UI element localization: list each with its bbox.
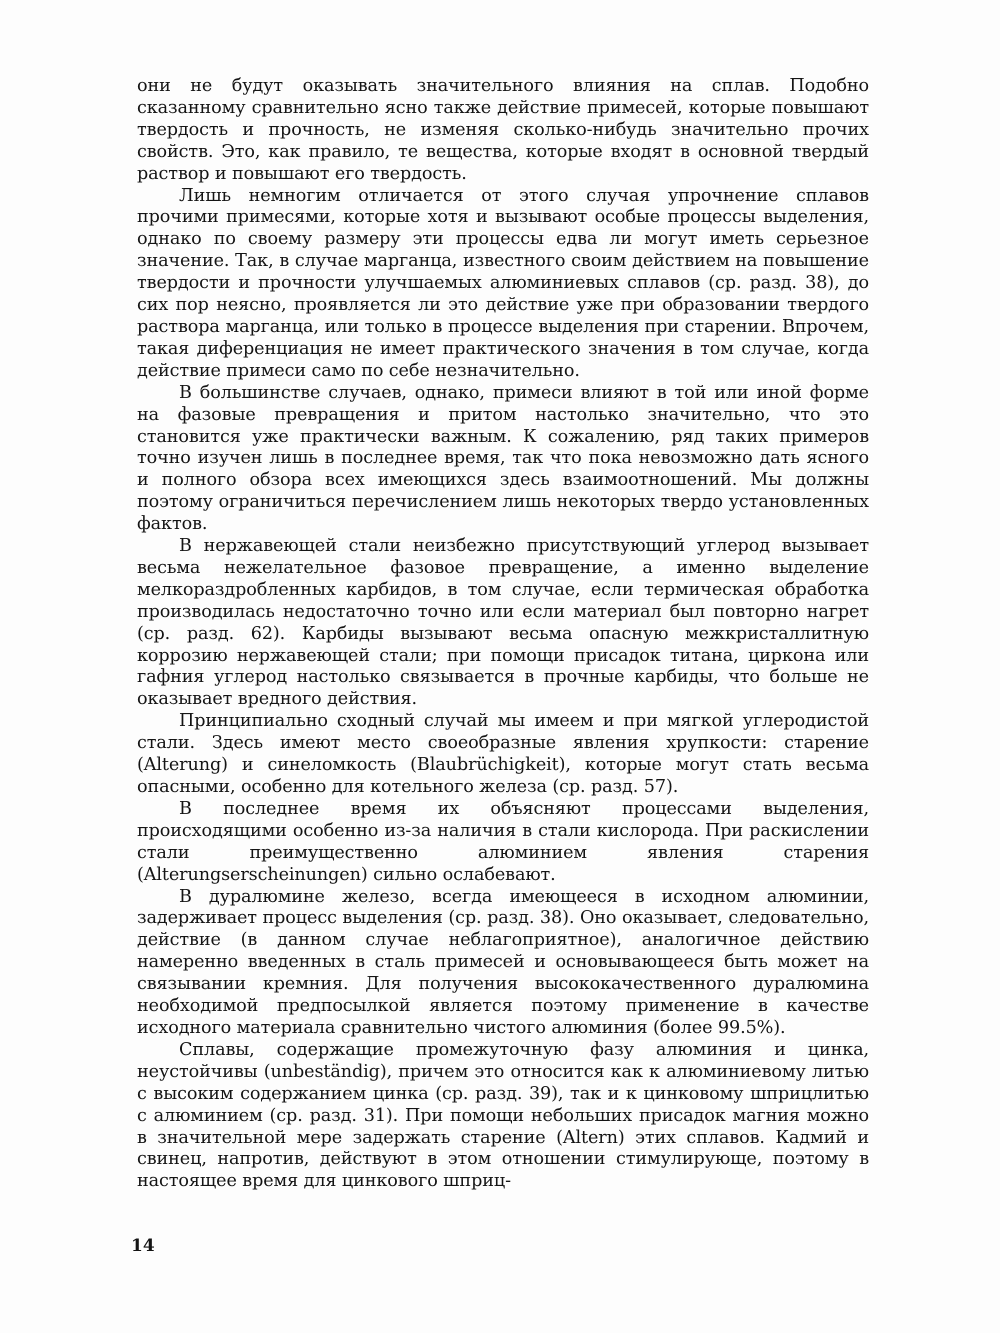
page-number: 14 [131,1236,155,1256]
paragraph: они не будут оказывать значительного влияния на сплав. Подобно сказанному сравнительно ясно также действие примесей, которые повышают твердость и прочность, не изменяя сколько-нибудь значительно прочих свойств. Это, как правило, те вещества, которые входят в основной твердый раствор и повышают его твердость. [137,76,869,184]
paragraph: В дуралюмине железо, всегда имеющееся в исходном алюминии, задерживает процесс выделения (ср. разд. 38). Оно оказывает, следовательно, действие (в данном случае неблагоприятное), аналогичное действию намеренно введенных в сталь примесей и основывающееся быть может на связывании кремния. Для получения высококачественного дуралюмина необходимой предпосылкой является поэтому применение в качестве исходного материала сравнительно чистого алюминия (более 99.5%). [137,886,869,1038]
paragraph: Сплавы, содержащие промежуточную фазу алюминия и цинка, неустойчивы (unbeständig), причем это относится как к алюминиевому литью с высоким содержанием цинка (ср. разд. 39), так и к цинковому шприцлитью с алюминием (ср. разд. 31). При помощи небольших присадок магния можно в значительной мере задержать старение (Altern) этих сплавов. Кадмий и свинец, напротив, действуют в этом отношении стимулирующе, поэтому в настоящее время для цинкового шприц- [137,1039,869,1192]
paragraph: В последнее время их объясняют процессами выделения, происходящими особенно из-за наличия в стали кислорода. При раскислении стали преимущественно алюминием явления старения (Alterungserscheinungen) сильно ослабевают. [137,798,869,885]
body-text [137,76,869,1193]
paragraph: В большинстве случаев, однако, примеси влияют в той или иной форме на фазовые превращения и притом настолько значительно, что это становится уже практически важным. К сожалению, ряд таких примеров точно изучен лишь в последнее время, так что пока невозможно дать ясного и полного обзора всех имеющихся здесь взаимоотношений. Мы должны поэтому ограничиться перечислением лишь некоторых твердо установленных фактов. [137,382,869,535]
paragraph: Лишь немногим отличается от этого случая упрочнение сплавов прочими примесями, которые хотя и вызывают особые процессы выделения, однако по своему размеру эти процессы едва ли могут иметь серьезное значение. Так, в случае марганца, известного своим действием на повышение твердости и прочности улучшаемых алюминиевых сплавов (ср. разд. 38), до сих пор неясно, проявляется ли это действие уже при образовании твердого раствора марганца, или только в процессе выделения при старении. Впрочем, такая диференциация не имеет практического значения в том случае, когда действие примеси само по себе незначительно. [137,185,869,381]
paragraph: В нержавеющей стали неизбежно присутствующий углерод вызывает весьма нежелательное фазовое превращение, а именно выделение мелкораздробленных карбидов, в том случае, если термическая обработка производилась недостаточно точно или если материал был повторно нагрет (ср. разд. 62). Карбиды вызывают весьма опасную межкристаллитную коррозию нержавеющей стали; при помощи присадок титана, циркона или гафния углерод настолько связывается в прочные карбиды, что больше не оказывает вредного действия. [137,536,869,710]
paragraph: Принципиально сходный случай мы имеем и при мягкой углеродистой стали. Здесь имеют место своеобразные явления хрупкости: старение (Alterung) и синеломкость (Blaubrüchigkeit), которые могут стать весьма опасными, особенно для котельного железа (ср. разд. 57). [137,711,869,797]
